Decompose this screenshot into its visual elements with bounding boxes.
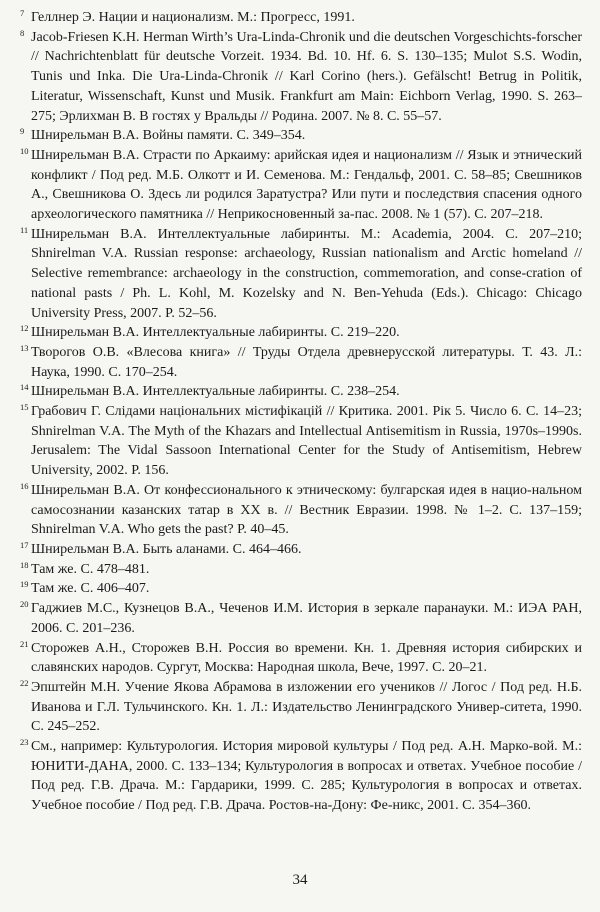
footnote	[20, 678, 582, 737]
footnote	[20, 402, 582, 481]
footnote-text: Шнирельман В.А. Интеллектуальные лабиринты. С. 219–220.	[31, 325, 400, 341]
footnote-number: 17	[20, 539, 29, 550]
footnote	[20, 382, 582, 402]
footnote	[20, 540, 582, 560]
footnote	[20, 579, 582, 599]
footnote	[20, 343, 582, 382]
footnote-number: 21	[20, 638, 29, 649]
footnote-text: Шнирельман В.А. Войны памяти. С. 349–354.	[31, 128, 306, 144]
footnote-number: 13	[20, 342, 29, 353]
footnote-text: Шнирельман В.А. Страсти по Аркаиму: арийская идея и национализм // Язык и этнический конфликт / Под ред. М.Б. Олкотт и И. Семенова. М.: Гендальф, 2001. С. 58–85; Свешников А., Свешникова О. Здесь ли родился Заратустра? Или пути и последствия спасения одного археологического памятника // Неприкосновенный за-пас. 2008. № 1 (57). С. 207–218.	[31, 147, 582, 223]
footnote-text: Сторожев А.Н., Сторожев В.Н. Россия во времени. Кн. 1. Древняя история сибирских и славянских народов. Сургут, Москва: Народная школа, Вече, 1997. С. 20–21.	[31, 640, 582, 676]
footnote-number: 8	[20, 27, 25, 38]
footnote	[20, 126, 582, 146]
footnotes-list	[20, 8, 582, 816]
footnote	[20, 560, 582, 580]
footnote-text: Шнирельман В.А. От конфессионального к этническому: булгарская идея в нацио-нальном самосознании казанских татар в XX в. // Вестник Евразии. 1998. № 1–2. С. 137–159; Shnirelman V.A. Who gets the past? P. 40–45.	[31, 482, 582, 538]
footnote-text: Геллнер Э. Нации и национализм. М.: Прогресс, 1991.	[31, 10, 355, 25]
footnote-text: См., например: Культурология. История мировой культуры / Под ред. А.Н. Марко-вой. М.: ЮНИТИ-ДАНА, 2000. С. 133–134; Культурология в вопросах и ответах. Учебное пособие / Под ред. Г.В. Драча. М.: Гардарики, 1999. С. 285; Культурология в вопросах и ответах. Учебное пособие / Под ред. Г.В. Драча. Ростов-на-Дону: Фе-никс, 2001. С. 354–360.	[31, 739, 582, 814]
footnote-number: 19	[20, 579, 29, 590]
footnote-number: 20	[20, 599, 29, 610]
footnote-text: Грабович Г. Слідами національних містифікацій // Критика. 2001. Рік 5. Число 6. С. 14–23; Shnirelman V.A. The Myth of the Khazars and Intellectual Antisemitism in Russia, 1970s–1990s. Jerusalem: The Vidal Sassoon International Center for the Study of Antisemitism, Hebrew University, 2002. P. 156.	[31, 404, 582, 479]
footnote-number: 12	[20, 323, 29, 334]
footnote-number: 18	[20, 559, 29, 570]
footnote-number: 14	[20, 382, 29, 393]
footnote-text: Там же. С. 478–481.	[31, 561, 150, 577]
footnote-number: 23	[20, 737, 29, 748]
footnote	[20, 639, 582, 678]
footnote-number: 9	[20, 126, 25, 137]
footnote	[20, 146, 582, 225]
footnote-number: 16	[20, 480, 29, 491]
footnote	[20, 28, 582, 127]
footnote	[20, 737, 582, 816]
page-number: 34	[292, 872, 308, 888]
footnote-number: 15	[20, 402, 29, 413]
footnote	[20, 481, 582, 540]
footnote	[20, 8, 582, 28]
footnote-text: Гаджиев М.С., Кузнецов В.А., Чеченов И.М. История в зеркале паранауки. М.: ИЭА РАН, 2006. С. 201–236.	[31, 601, 582, 636]
footnote-text: Творогов О.В. «Влесова книга» // Труды Отдела древнерусской литературы. Т. 43. Л.: Наука, 1990. С. 170–254.	[31, 344, 582, 380]
footnote-number: 11	[20, 224, 29, 235]
footnote-text: Шнирельман В.А. Интеллектуальные лабиринты. М.: Academia, 2004. С. 207–210; Shnirelman V.A. Russian response: archaeology, Russian nationalism and Arctic homeland // Selective remembrance: archaeology in the construction, commemoration, and conse-cration of national pasts / Ph. L. Kohl, M. Kozelsky and N. Ben-Yehuda (Eds.). Chicago: Chicago University Press, 2007. P. 52–56.	[31, 226, 582, 321]
footnote-text: Шнирельман В.А. Быть аланами. С. 464–466.	[31, 541, 302, 557]
footnote-text: Эпштейн М.Н. Учение Якова Абрамова в изложении его учеников // Логос / Под ред. Н.Б. Иванова и Г.Л. Тульчинского. Кн. 1. Л.: Издательство Ленинградского Универ-ситета, 1990. С. 245–252.	[31, 679, 582, 735]
footnote	[20, 323, 582, 343]
footnote-text: Jacob-Friesen K.H. Herman Wirth’s Ura-Linda-Chronik und die deutschen Vorgeschichts-forscher // Nachrichtenblatt für deutsche Vorzeit. 1934. Bd. 10. Hf. 6. S. 130–135; Mulot S.S. Wodin, Tunis und Inka. Die Ura-Linda-Chronik // Karl Corino (hers.). Gefälscht! Betrug in Politik, Literatur, Wissenschaft, Kunst und Musik. Frankfurt am Main: Eichborn Verlag, 1990. S. 263–275; Эрлихман В. В гостях у Вральды // Родина. 2007. № 8. С. 55–57.	[31, 29, 582, 124]
footnote	[20, 599, 582, 638]
footnote-text: Там же. С. 406–407.	[31, 581, 150, 597]
footnote-text: Шнирельман В.А. Интеллектуальные лабиринты. С. 238–254.	[31, 384, 400, 400]
footnote-number: 7	[20, 8, 25, 18]
footnote	[20, 225, 582, 324]
footnote-number: 10	[20, 145, 29, 156]
footnote-number: 22	[20, 677, 29, 688]
